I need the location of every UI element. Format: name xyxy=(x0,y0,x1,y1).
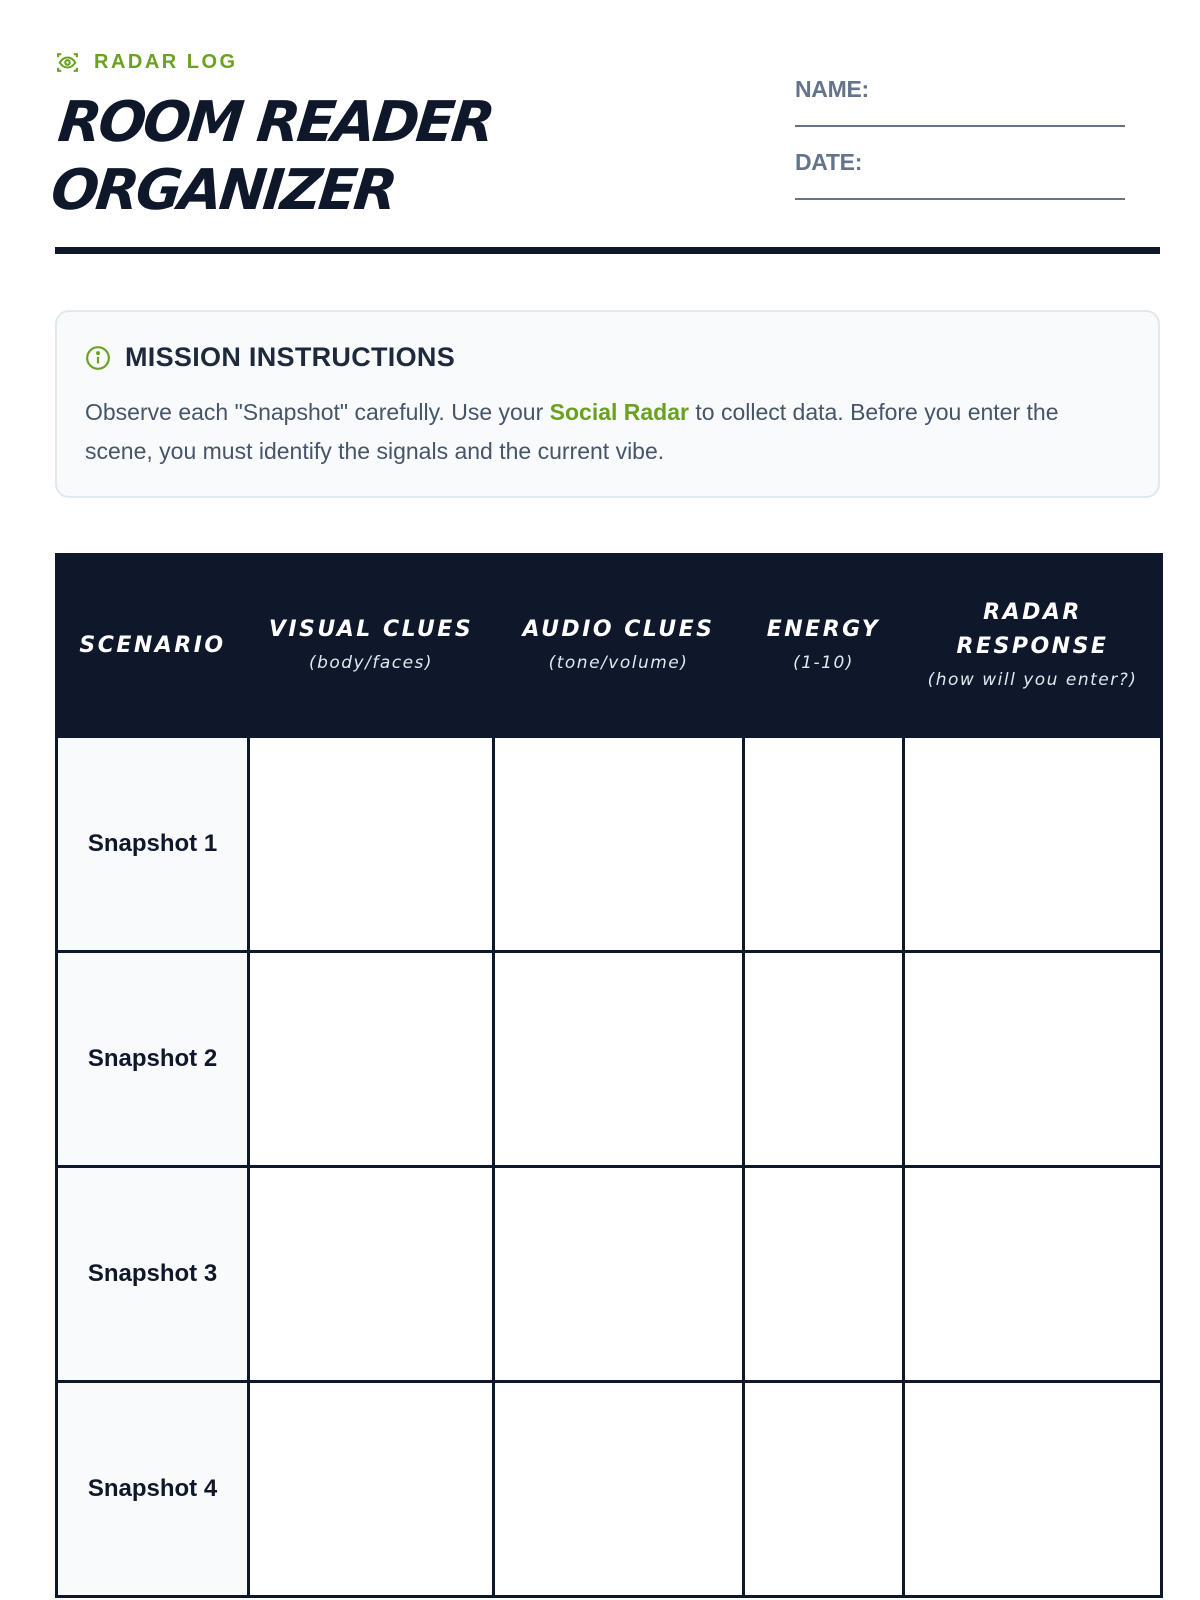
table-row xyxy=(57,737,1162,952)
scenario-cell: Snapshot 4 xyxy=(57,1382,249,1597)
visual-clues-cell[interactable] xyxy=(249,952,494,1167)
name-field[interactable] xyxy=(795,76,1125,127)
col-scenario: SCENARIO xyxy=(57,555,249,737)
info-icon xyxy=(85,345,111,371)
name-line[interactable] xyxy=(795,125,1125,127)
date-field[interactable] xyxy=(795,149,1125,200)
audio-clues-cell[interactable] xyxy=(494,952,744,1167)
col-audio-clues: AUDIO CLUES (tone/volume) xyxy=(494,555,744,737)
col-radar-response-sub: (how will you enter?) xyxy=(927,669,1138,690)
name-label: NAME: xyxy=(795,76,869,102)
radar-response-cell[interactable] xyxy=(904,1382,1162,1597)
energy-cell[interactable] xyxy=(744,1167,904,1382)
table-row xyxy=(57,952,1162,1167)
col-visual-clues-sub: (body/faces) xyxy=(308,652,434,673)
table-row xyxy=(57,1382,1162,1597)
energy-cell[interactable] xyxy=(744,1382,904,1597)
visual-clues-cell[interactable] xyxy=(249,1167,494,1382)
eyebrow xyxy=(55,50,1160,75)
title-line-1: ROOM READER xyxy=(55,90,496,155)
col-energy: ENERGY (1-10) xyxy=(744,555,904,737)
scenario-cell: Snapshot 3 xyxy=(57,1167,249,1382)
audio-clues-cell[interactable] xyxy=(494,737,744,952)
energy-cell[interactable] xyxy=(744,737,904,952)
visual-clues-cell[interactable] xyxy=(249,1382,494,1597)
visual-clues-cell[interactable] xyxy=(249,737,494,952)
worksheet-header xyxy=(48,50,1160,255)
header-divider xyxy=(55,247,1160,254)
mission-text-end: to collect data. Before you enter the scene, you must identify the signals and the current vibe. xyxy=(85,399,1059,464)
mission-text xyxy=(85,393,1130,471)
scenario-cell: Snapshot 1 xyxy=(57,737,249,952)
eyebrow-label: RADAR LOG xyxy=(94,51,238,73)
date-line[interactable] xyxy=(795,198,1125,200)
table-row xyxy=(57,1167,1162,1382)
radar-response-cell[interactable] xyxy=(904,952,1162,1167)
col-visual-clues: VISUAL CLUES (body/faces) xyxy=(249,555,494,737)
mission-header xyxy=(85,342,1130,373)
mission-box xyxy=(55,310,1160,498)
radar-response-cell[interactable] xyxy=(904,1167,1162,1382)
energy-cell[interactable] xyxy=(744,952,904,1167)
radar-eye-icon xyxy=(55,50,80,75)
mission-title: MISSION INSTRUCTIONS xyxy=(125,342,456,372)
title-line-2: ORGANIZER xyxy=(48,158,398,223)
social-radar-highlight: Social Radar xyxy=(549,399,689,425)
scenario-cell: Snapshot 2 xyxy=(57,952,249,1167)
col-energy-sub: (1-10) xyxy=(793,652,854,673)
mission-text-start: Observe each "Snapshot" carefully. Use your xyxy=(85,399,550,425)
date-label: DATE: xyxy=(795,149,863,175)
col-radar-response: RADAR RESPONSE (how will you enter?) xyxy=(904,555,1162,737)
radar-log-table xyxy=(55,553,1163,1598)
audio-clues-cell[interactable] xyxy=(494,1167,744,1382)
table-header-row xyxy=(57,555,1162,737)
audio-clues-cell[interactable] xyxy=(494,1382,744,1597)
student-fields xyxy=(795,76,1125,222)
col-audio-clues-sub: (tone/volume) xyxy=(548,652,689,673)
radar-response-cell[interactable] xyxy=(904,737,1162,952)
